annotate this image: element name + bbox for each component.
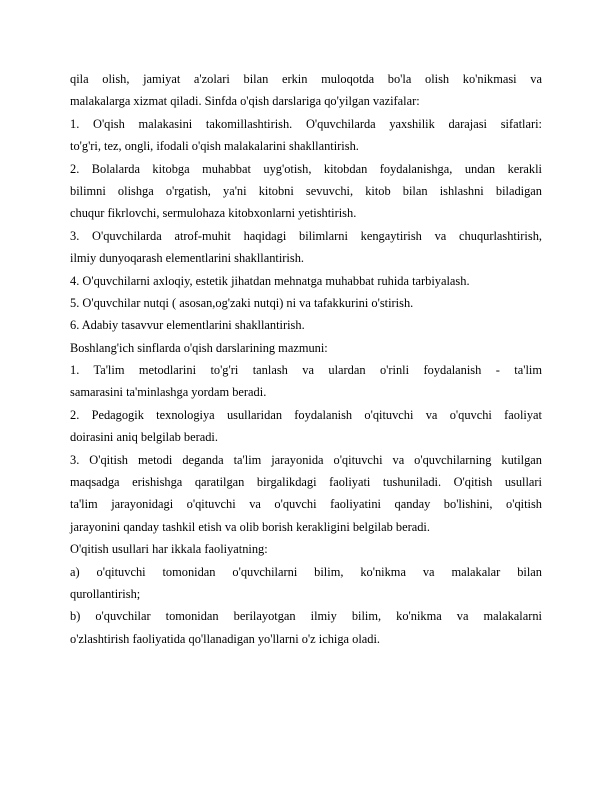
list-item-line: ilmiy dunyoqarash elementlarini shakllantirish. bbox=[70, 251, 304, 266]
list-item-line: 5. O'quvchilar nutqi ( asosan,og'zaki nutqi) ni va tafakkurini o'stirish. bbox=[70, 295, 414, 310]
list-item-line: 3. O'quvchilarda atrof-muhit haqidagi bilimlarni kengaytirish va chuqurlashtirish, bbox=[70, 228, 542, 243]
list-item-line: o'zlashtirish faoliyatida qo'llanadigan yo'llarni o'z ichiga oladi. bbox=[70, 631, 381, 646]
list-item-line: b) o'quvchilar tomonidan berilayotgan ilmiy bilim, ko'nikma va malakalarni bbox=[70, 609, 542, 624]
list-item-line: qurollantirish; bbox=[70, 586, 141, 601]
list-item-line: 1. O'qish malakasini takomillashtirish. O'quvchilarda yaxshilik darajasi sifatlari: bbox=[70, 116, 542, 131]
list-item-line: 1. Ta'lim metodlarini to'g'ri tanlash va ulardan o'rinli foydalanish - ta'lim bbox=[70, 363, 542, 378]
list-item-line: 2. Pedagogik texnologiya usullaridan foydalanish o'qituvchi va o'quvchi faoliyat bbox=[70, 407, 542, 422]
list-item-line: jarayonini qanday tashkil etish va olib borish kerakligini belgilab beradi. bbox=[70, 519, 430, 534]
document-page bbox=[70, 68, 542, 650]
list-item-line: a) o'qituvchi tomonidan o'quvchilarni bilim, ko'nikma va malakalar bilan bbox=[70, 564, 542, 579]
list-item-line: chuqur fikrlovchi, sermulohaza kitobxonlarni yetishtirish. bbox=[70, 206, 357, 221]
list-item-line: 3. O'qitish metodi deganda ta'lim jarayonida o'qituvchi va o'quvchilarning kutilgan bbox=[70, 452, 542, 467]
list-item-line: 4. O'quvchilarni axloqiy, estetik jihatdan mehnatga muhabbat ruhida tarbiyalash. bbox=[70, 273, 470, 288]
section-heading-line: Boshlang'ich sinflarda o'qish darslarining mazmuni: bbox=[70, 340, 328, 355]
text-line: O'qitish usullari har ikkala faoliyatning: bbox=[70, 542, 268, 557]
list-item-line: doirasini aniq belgilab beradi. bbox=[70, 430, 218, 445]
list-item-line: bilimni olishga o'rgatish, ya'ni kitobni sevuvchi, kitob bilan ishlashni biladigan bbox=[70, 183, 542, 198]
list-item-line: samarasini ta'minlashga yordam beradi. bbox=[70, 385, 267, 400]
list-item-line: to'g'ri, tez, ongli, ifodali o'qish malakalarini shakllantirish. bbox=[70, 139, 359, 154]
list-item-line: 2. Bolalarda kitobga muhabbat uyg'otish, kitobdan foydalanishga, undan kerakli bbox=[70, 161, 542, 176]
list-item-line: ta'lim jarayonidagi o'qituvchi va o'quvchi faoliyatini qanday bo'lishini, o'qitish bbox=[70, 497, 542, 512]
body-text bbox=[70, 68, 542, 650]
text-line: qila olish, jamiyat a'zolari bilan erkin muloqotda bo'la olish ko'nikmasi va bbox=[70, 72, 542, 86]
list-item-line: 6. Adabiy tasavvur elementlarini shakllantirish. bbox=[70, 318, 305, 333]
list-item-line: maqsadga erishishga qaratilgan birgalikdagi faoliyati tushuniladi. O'qitish usullari bbox=[70, 475, 542, 490]
text-line: malakalarga xizmat qiladi. Sinfda o'qish darslariga qo'yilgan vazifalar: bbox=[70, 94, 420, 109]
